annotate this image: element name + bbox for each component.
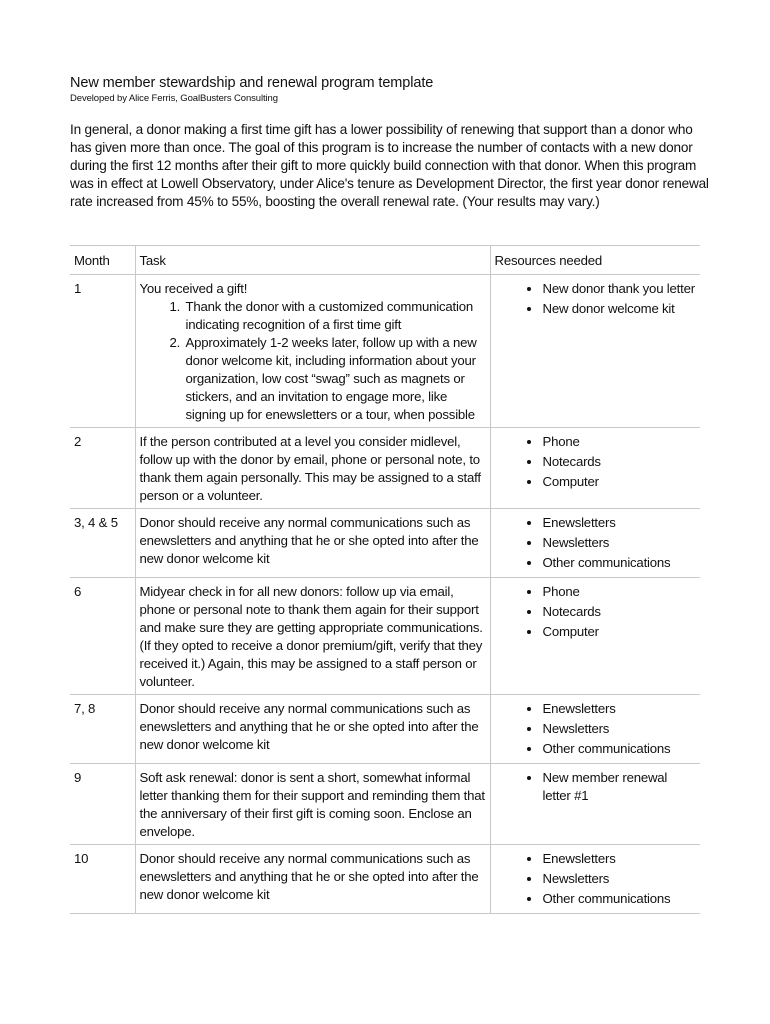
resources-list — [495, 514, 697, 572]
resource-item: • New member renewal letter #1 — [542, 769, 697, 805]
month-cell: 6 — [70, 578, 135, 695]
resources-cell — [490, 764, 700, 845]
task-cell — [135, 509, 490, 578]
resource-item: • Phone — [542, 583, 697, 601]
resource-item: • Enewsletters — [542, 514, 697, 532]
month-cell: 2 — [70, 428, 135, 509]
task-text: Donor should receive any normal communications such as enewsletters and anything that he or she opted into after the new donor welcome kit — [139, 515, 479, 566]
resource-item: • Other communications — [542, 740, 697, 758]
resources-list — [495, 280, 697, 318]
task-text: Donor should receive any normal communications such as enewsletters and anything that he or she opted into after the new donor welcome kit — [139, 701, 479, 752]
task-cell — [135, 695, 490, 764]
table-header-row — [70, 246, 700, 275]
resource-item: • Notecards — [542, 453, 697, 471]
month-cell: 7, 8 — [70, 695, 135, 764]
resources-list — [495, 700, 697, 758]
resources-cell — [490, 845, 700, 914]
task-text: Midyear check in for all new donors: follow up via email, phone or personal note to thank them again for their support and make sure they are getting appropriate communications. (If they opted to receive a donor premium/gift, verify that they received it.) Again, this may be assigned to a staff person or volunteer. — [139, 584, 483, 689]
resources-cell — [490, 578, 700, 695]
resource-item: • Other communications — [542, 554, 697, 572]
resource-item: • Phone — [542, 433, 697, 451]
month-cell: 3, 4 & 5 — [70, 509, 135, 578]
resources-cell — [490, 275, 700, 428]
task-text: Donor should receive any normal communications such as enewsletters and anything that he or she opted into after the new donor welcome kit — [139, 851, 479, 902]
resource-item: • Enewsletters — [542, 700, 697, 718]
header-resources: Resources needed — [490, 246, 700, 275]
task-step: 2. Approximately 1-2 weeks later, follow up with a new donor welcome kit, including information about your organization, low cost “swag” such as magnets or stickers, and an invitation to engage more, like signing up for enewsletters or a tour, when possible — [184, 334, 486, 424]
task-cell — [135, 578, 490, 695]
task-cell — [135, 845, 490, 914]
document-subtitle: Developed by Alice Ferris, GoalBusters Consulting — [70, 93, 278, 104]
task-text: You received a gift! — [139, 281, 248, 296]
month-cell: 1 — [70, 275, 135, 428]
task-cell — [135, 428, 490, 509]
month-cell: 9 — [70, 764, 135, 845]
table-row — [70, 695, 700, 764]
header-task: Task — [135, 246, 490, 275]
task-steps — [140, 298, 486, 424]
resource-item: • New donor welcome kit — [542, 300, 697, 318]
resources-list — [495, 583, 697, 641]
task-text: If the person contributed at a level you consider midlevel, follow up with the donor by email, phone or personal note, to thank them again personally. This may be assigned to a staff person or a volunteer. — [139, 434, 481, 503]
resources-list — [495, 850, 697, 908]
table-row — [70, 509, 700, 578]
document-title: New member stewardship and renewal program template — [70, 75, 434, 91]
resources-list — [495, 433, 697, 491]
resource-item: • Newsletters — [542, 534, 697, 552]
task-cell — [135, 764, 490, 845]
resources-cell — [490, 509, 700, 578]
intro-paragraph: In general, a donor making a first time gift has a lower possibility of renewing that support than a donor who has given more than once. The goal of this program is to increase the number of contacts with a new donor during the first 12 months after their gift to more quickly build connection with that donor. When this program was in effect at Lowell Observatory, under Alice's tenure as Development Director, the first year donor renewal rate increased from 45% to 55%, boosting the overall renewal rate. (Your results may vary.) — [70, 122, 709, 209]
table-row — [70, 764, 700, 845]
table-row — [70, 578, 700, 695]
table-body — [70, 275, 700, 914]
task-step: 1. Thank the donor with a customized communication indicating recognition of a first time gift — [184, 298, 486, 334]
resource-item: • Other communications — [542, 890, 697, 908]
task-text: Soft ask renewal: donor is sent a short, somewhat informal letter thanking them for their support and reminding them that the anniversary of their first gift is coming soon. Enclose an envelope. — [139, 770, 485, 839]
resource-item: • Notecards — [542, 603, 697, 621]
resource-item: • Computer — [542, 473, 697, 491]
resource-item: • Newsletters — [542, 720, 697, 738]
resources-cell — [490, 428, 700, 509]
month-cell: 10 — [70, 845, 135, 914]
resources-list — [495, 769, 697, 805]
resource-item: • New donor thank you letter — [542, 280, 697, 298]
task-cell — [135, 275, 490, 428]
table-row — [70, 845, 700, 914]
table-row — [70, 428, 700, 509]
resources-cell — [490, 695, 700, 764]
resource-item: • Computer — [542, 623, 697, 641]
resource-item: • Enewsletters — [542, 850, 697, 868]
header-month: Month — [70, 246, 135, 275]
resource-item: • Newsletters — [542, 870, 697, 888]
program-table — [70, 245, 700, 914]
table-row — [70, 275, 700, 428]
